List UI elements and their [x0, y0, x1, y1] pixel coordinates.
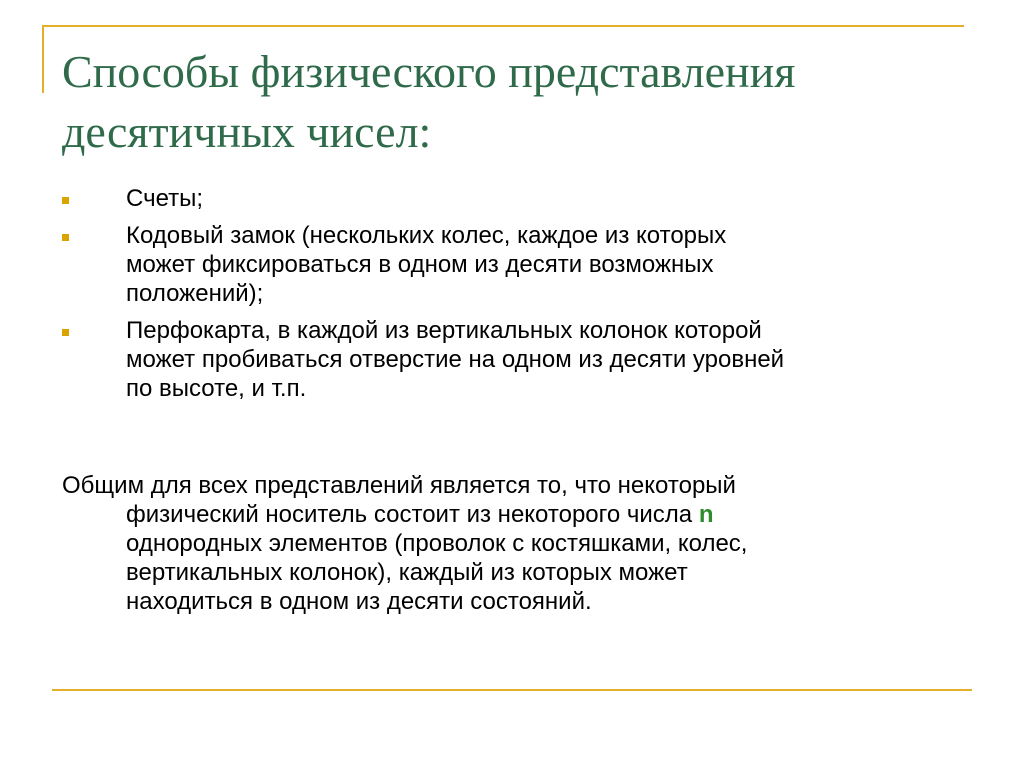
title-line-2: десятичных чисел:	[62, 106, 432, 157]
bullet-text-line: Счеты;	[126, 185, 204, 212]
summary-line-5: находиться в одном из десяти состояний.	[126, 588, 592, 615]
highlight-variable-n: n	[698, 501, 714, 528]
square-bullet-icon	[62, 197, 69, 204]
slide-title	[62, 42, 962, 162]
bullet-text-line: может пробиваться отверстие на одном из десяти уровней	[126, 346, 785, 373]
title-line-1: Способы физического представления	[62, 46, 796, 97]
bullet-text-line: Кодовый замок (нескольких колес, каждое из которых	[126, 222, 727, 249]
bullet-text-line: положений);	[126, 280, 264, 307]
bullet-text-line: Перфокарта, в каждой из вертикальных колонок которой	[126, 317, 762, 344]
bottom-accent-line	[52, 689, 972, 691]
summary-line-2	[62, 500, 962, 529]
square-bullet-icon	[62, 329, 69, 336]
bullet-text-line: по высоте, и т.п.	[126, 375, 307, 402]
top-accent-line	[42, 25, 964, 27]
summary-line-2-text: физический носитель состоит из некоторого числа	[126, 501, 699, 528]
bullet-item-punch-card	[62, 316, 962, 403]
bullet-item-combination-lock	[62, 221, 962, 308]
square-bullet-icon	[62, 234, 69, 241]
summary-paragraph	[62, 471, 962, 616]
bullet-text-line: может фиксироваться в одном из десяти возможных	[126, 251, 714, 278]
summary-line-1: Общим для всех представлений является то, что некоторый	[62, 472, 736, 499]
bullet-item-abacus	[62, 184, 962, 213]
bullet-list	[62, 184, 962, 411]
summary-line-3: однородных элементов (проволок с костяшками, колес,	[126, 530, 748, 557]
left-accent-line	[42, 25, 44, 93]
summary-line-4: вертикальных колонок), каждый из которых может	[126, 559, 688, 586]
